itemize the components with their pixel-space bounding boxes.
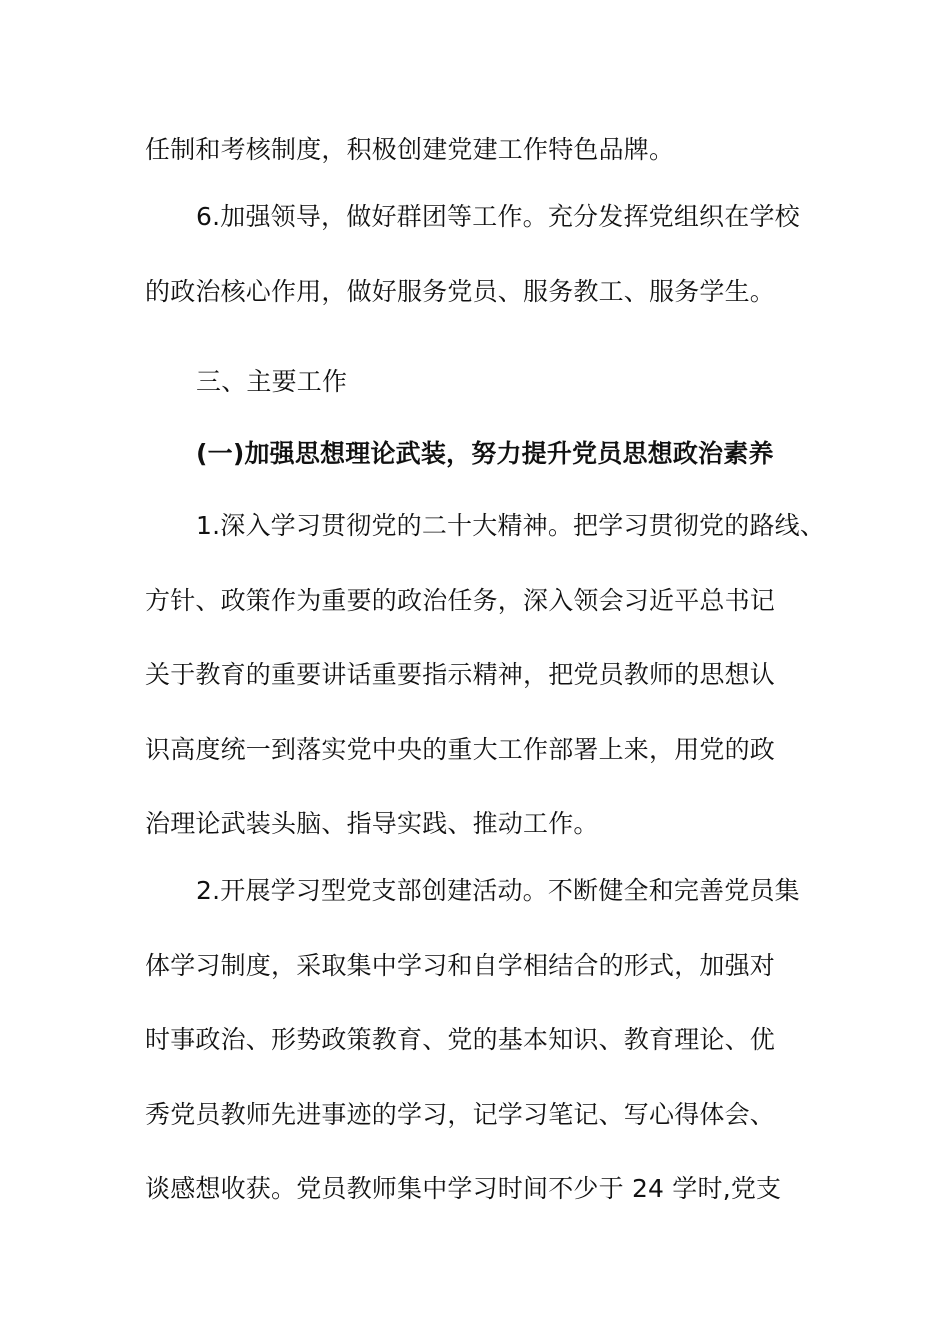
paragraph-line: 1.深入学习贯彻党的二十大精神。把学习贯彻党的路线、 [196,511,826,540]
paragraph-line: 体学习制度，采取集中学习和自学相结合的形式，加强对 [145,951,776,980]
subsection-heading: (一)加强思想理论武装，努力提升党员思想政治素养 [196,439,774,468]
paragraph-line: 任制和考核制度，积极创建党建工作特色品牌。 [145,135,675,164]
paragraph-line: 谈感想收获。党员教师集中学习时间不少于 24 学时,党支 [145,1174,782,1203]
paragraph-line: 方针、政策作为重要的政治任务，深入领会习近平总书记 [145,586,776,615]
paragraph-line: 治理论武装头脑、指导实践、推动工作。 [145,809,599,838]
paragraph-line: 时事政治、形势政策教育、党的基本知识、教育理论、优 [145,1025,776,1054]
section-heading: 三、主要工作 [196,367,348,396]
paragraph-line: 识高度统一到落实党中央的重大工作部署上来，用党的政 [145,735,776,764]
paragraph-line: 的政治核心作用，做好服务党员、服务教工、服务学生。 [145,277,776,306]
paragraph-line: 2.开展学习型党支部创建活动。不断健全和完善党员集 [196,876,800,905]
paragraph-line: 关于教育的重要讲话重要指示精神，把党员教师的思想认 [145,660,776,689]
paragraph-line: 秀党员教师先进事迹的学习，记学习笔记、写心得体会、 [145,1100,776,1129]
paragraph-line: 6.加强领导，做好群团等工作。充分发挥党组织在学校 [196,202,800,231]
